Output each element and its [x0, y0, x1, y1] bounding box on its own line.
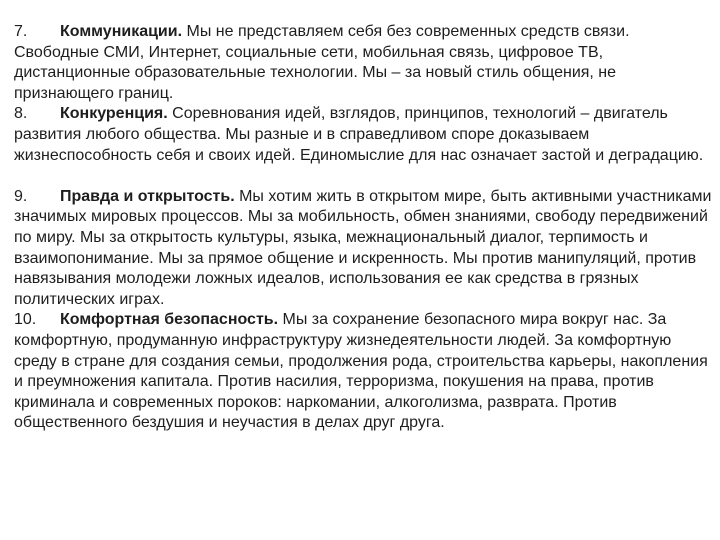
item-heading: Правда и открытость. — [60, 187, 235, 205]
item-number: 9. — [14, 187, 28, 205]
paragraph-spacer — [14, 166, 714, 187]
item-9 — [14, 187, 714, 311]
item-heading: Коммуникации. — [60, 23, 183, 40]
item-number: 8. — [14, 105, 28, 123]
item-10 — [14, 310, 714, 434]
item-text: Соревнования идей, взглядов, принципов, технологий – двигатель развития любого общества. Мы разные и в справедливом споре доказываем жизнеспособность себя и своих идей. Единомыслие для нас означает застой и деградацию. — [14, 105, 704, 164]
document-body — [14, 22, 714, 434]
item-text: Мы не представляем себя без современных средств связи. Свободные СМИ, Интернет, социальные сети, мобильная связь, цифровое ТВ, дистанционные образовательные технологии. Мы – за новый стиль общения, не признающего границ. — [14, 23, 630, 102]
item-text: Мы за сохранение безопасного мира вокруг нас. За комфортную, продуманную инфраструктуру жизнедеятельности людей. За комфортную среду в стране для создания семьи, продолжения рода, строительства карьеры, накопления и преумножения капитала. Против насилия, терроризма, покушения на права, против криминала и современных пороков: наркомании, алкоголизма, разврата. Против общественного бездушия и неучастия в делах друг друга. — [14, 311, 708, 432]
item-7 — [14, 22, 714, 104]
item-text: Мы хотим жить в открытом мире, быть активными участниками значимых мировых процессов. Мы за мобильность, обмен знаниями, свободу передвижений по миру. Мы за открытость культуры, языка, межнациональный диалог, терпимость и взаимопонимание. Мы за прямое общение и искренность. Мы против манипуляций, против навязывания молодежи ложных идеалов, использования ее как средства в грязных политических играх. — [14, 187, 712, 308]
item-heading: Комфортная безопасность. — [60, 311, 279, 329]
item-heading: Конкуренция. — [60, 105, 168, 123]
item-8 — [14, 104, 714, 166]
item-number: 10. — [14, 311, 37, 329]
item-number: 7. — [14, 23, 28, 40]
